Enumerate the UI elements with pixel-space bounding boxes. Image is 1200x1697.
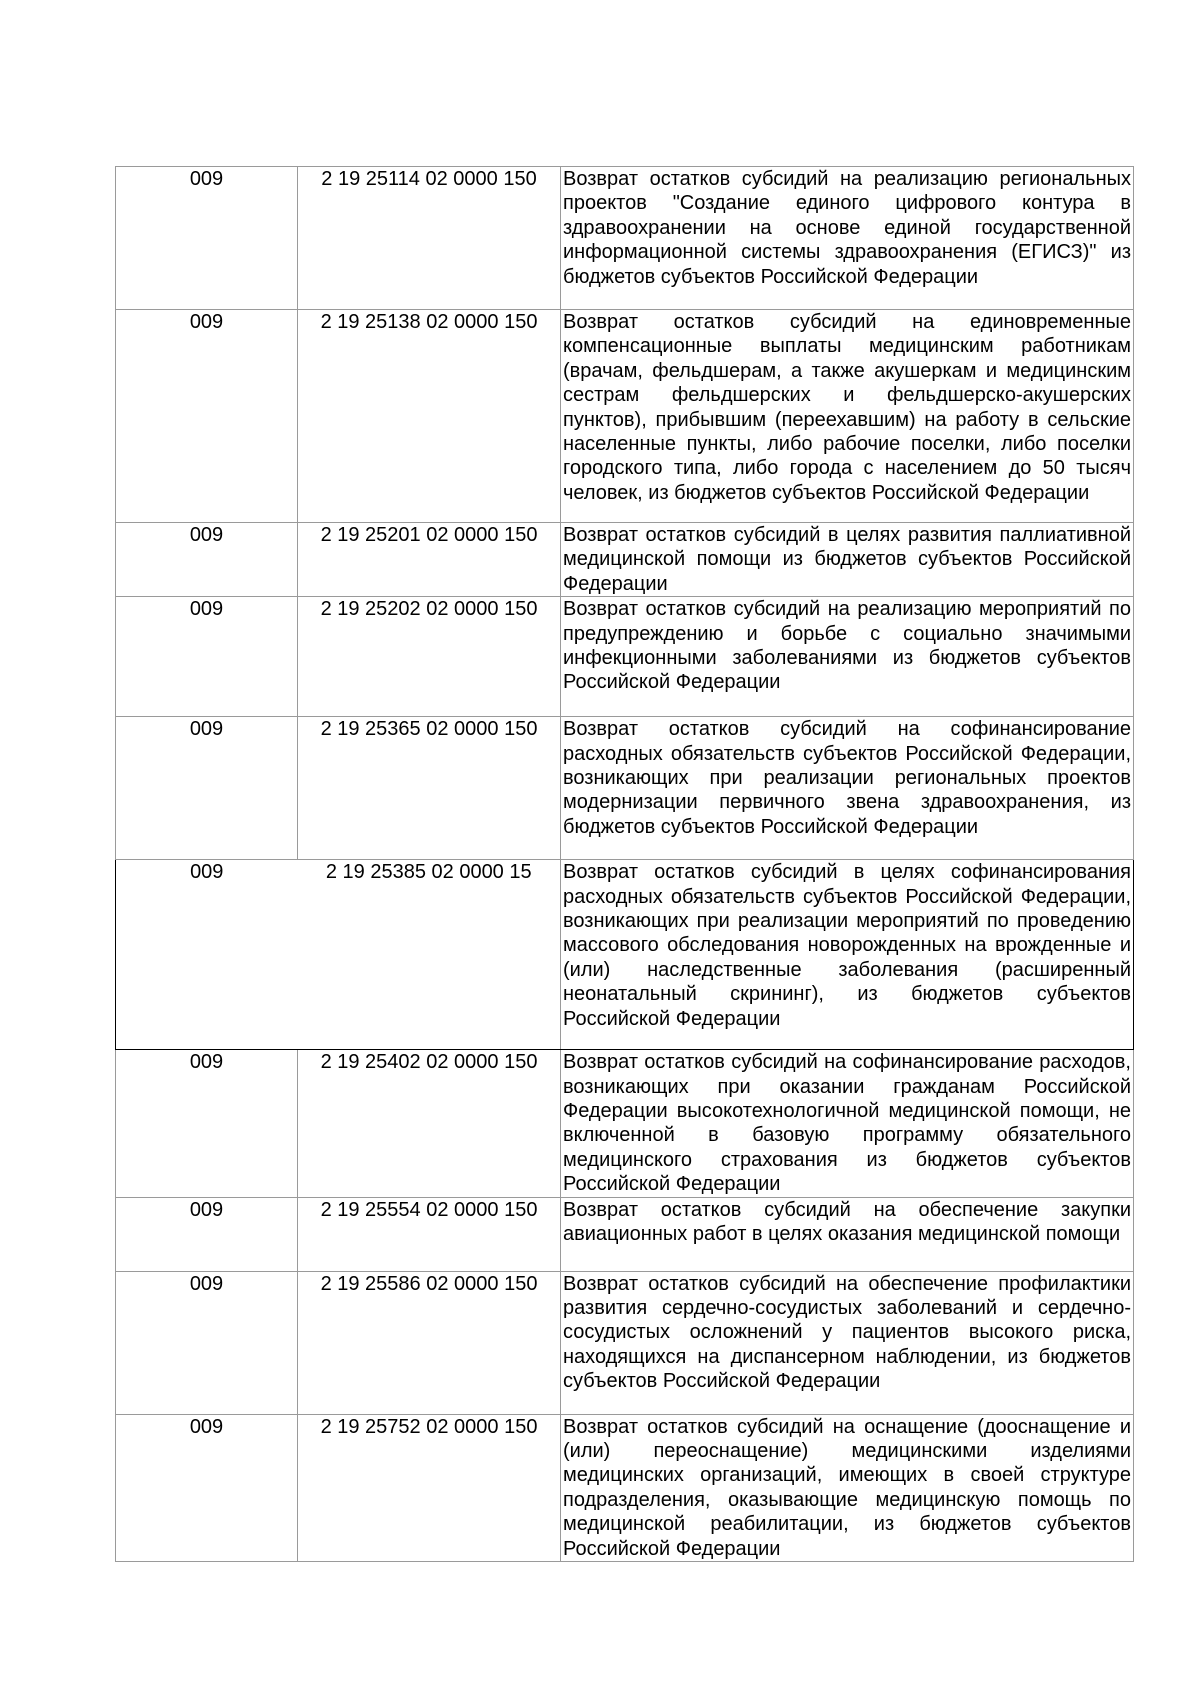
kbk-code-cell: 2 19 25385 02 0000 15 (298, 860, 561, 1050)
table-row (116, 167, 1134, 310)
table-row (116, 310, 1134, 523)
description-cell: Возврат остатков субсидий на обеспечение профилактики развития сердечно-сосудистых заболеваний и сердечно-сосудистых осложнений у пациентов высокого риска, находящихся на диспансерном наблюдении, из бюджетов субъектов Российской Федерации (561, 1271, 1134, 1414)
description-cell: Возврат остатков субсидий в целях развития паллиативной медицинской помощи из бюджетов субъектов Российской Федерации (561, 523, 1134, 597)
admin-code-cell: 009 (116, 1197, 298, 1271)
budget-code-table (115, 166, 1134, 1562)
admin-code-cell: 009 (116, 860, 298, 1050)
admin-code-cell: 009 (116, 523, 298, 597)
table-row-highlighted (116, 860, 1134, 1050)
kbk-code-cell: 2 19 25586 02 0000 150 (298, 1271, 561, 1414)
kbk-code-cell: 2 19 25554 02 0000 150 (298, 1197, 561, 1271)
admin-code-cell: 009 (116, 717, 298, 860)
description-cell: Возврат остатков субсидий на реализацию региональных проектов "Создание единого цифрового контура в здравоохранении на основе единой государственной информационной системы здравоохранения (ЕГИСЗ)" из бюджетов субъектов Российской Федерации (561, 167, 1134, 310)
kbk-code-cell: 2 19 25138 02 0000 150 (298, 310, 561, 523)
admin-code-cell: 009 (116, 1414, 298, 1561)
kbk-code-cell: 2 19 25365 02 0000 150 (298, 717, 561, 860)
admin-code-cell: 009 (116, 597, 298, 717)
table-row (116, 1197, 1134, 1271)
table-row (116, 523, 1134, 597)
table-row (116, 1271, 1134, 1414)
admin-code-cell: 009 (116, 310, 298, 523)
table-row (116, 1414, 1134, 1561)
table-row (116, 1050, 1134, 1197)
description-cell: Возврат остатков субсидий на обеспечение закупки авиационных работ в целях оказания медицинской помощи (561, 1197, 1134, 1271)
table-row (116, 717, 1134, 860)
kbk-code-cell: 2 19 25201 02 0000 150 (298, 523, 561, 597)
kbk-code-cell: 2 19 25202 02 0000 150 (298, 597, 561, 717)
admin-code-cell: 009 (116, 1050, 298, 1197)
admin-code-cell: 009 (116, 1271, 298, 1414)
description-cell: Возврат остатков субсидий на софинансирование расходных обязательств субъектов Российской Федерации, возникающих при реализации региональных проектов модернизации первичного звена здравоохранения, из бюджетов субъектов Российской Федерации (561, 717, 1134, 860)
kbk-code-cell: 2 19 25752 02 0000 150 (298, 1414, 561, 1561)
description-cell: Возврат остатков субсидий на единовременные компенсационные выплаты медицинским работникам (врачам, фельдшерам, а также акушеркам и медицинским сестрам фельдшерских и фельдшерско-акушерских пунктов), прибывшим (переехавшим) на работу в сельские населенные пункты, либо рабочие поселки, либо поселки городского типа, либо города с населением до 50 тысяч человек, из бюджетов субъектов Российской Федерации (561, 310, 1134, 523)
kbk-code-cell: 2 19 25114 02 0000 150 (298, 167, 561, 310)
description-cell: Возврат остатков субсидий на софинансирование расходов, возникающих при оказании гражданам Российской Федерации высокотехнологичной медицинской помощи, не включенной в базовую программу обязательного медицинского страхования из бюджетов субъектов Российской Федерации (561, 1050, 1134, 1197)
description-cell: Возврат остатков субсидий на реализацию мероприятий по предупреждению и борьбе с социально значимыми инфекционными заболеваниями из бюджетов субъектов Российской Федерации (561, 597, 1134, 717)
table-row (116, 597, 1134, 717)
admin-code-cell: 009 (116, 167, 298, 310)
description-cell: Возврат остатков субсидий в целях софинансирования расходных обязательств субъектов Российской Федерации, возникающих при реализации мероприятий по проведению массового обследования новорожденных на врожденные и (или) наследственные заболевания (расширенный неонатальный скрининг), из бюджетов субъектов Российской Федерации (561, 860, 1134, 1050)
kbk-code-cell: 2 19 25402 02 0000 150 (298, 1050, 561, 1197)
description-cell: Возврат остатков субсидий на оснащение (дооснащение и (или) переоснащение) медицинскими изделиями медицинских организаций, имеющих в своей структуре подразделения, оказывающие медицинскую помощь по медицинской реабилитации, из бюджетов субъектов Российской Федерации (561, 1414, 1134, 1561)
